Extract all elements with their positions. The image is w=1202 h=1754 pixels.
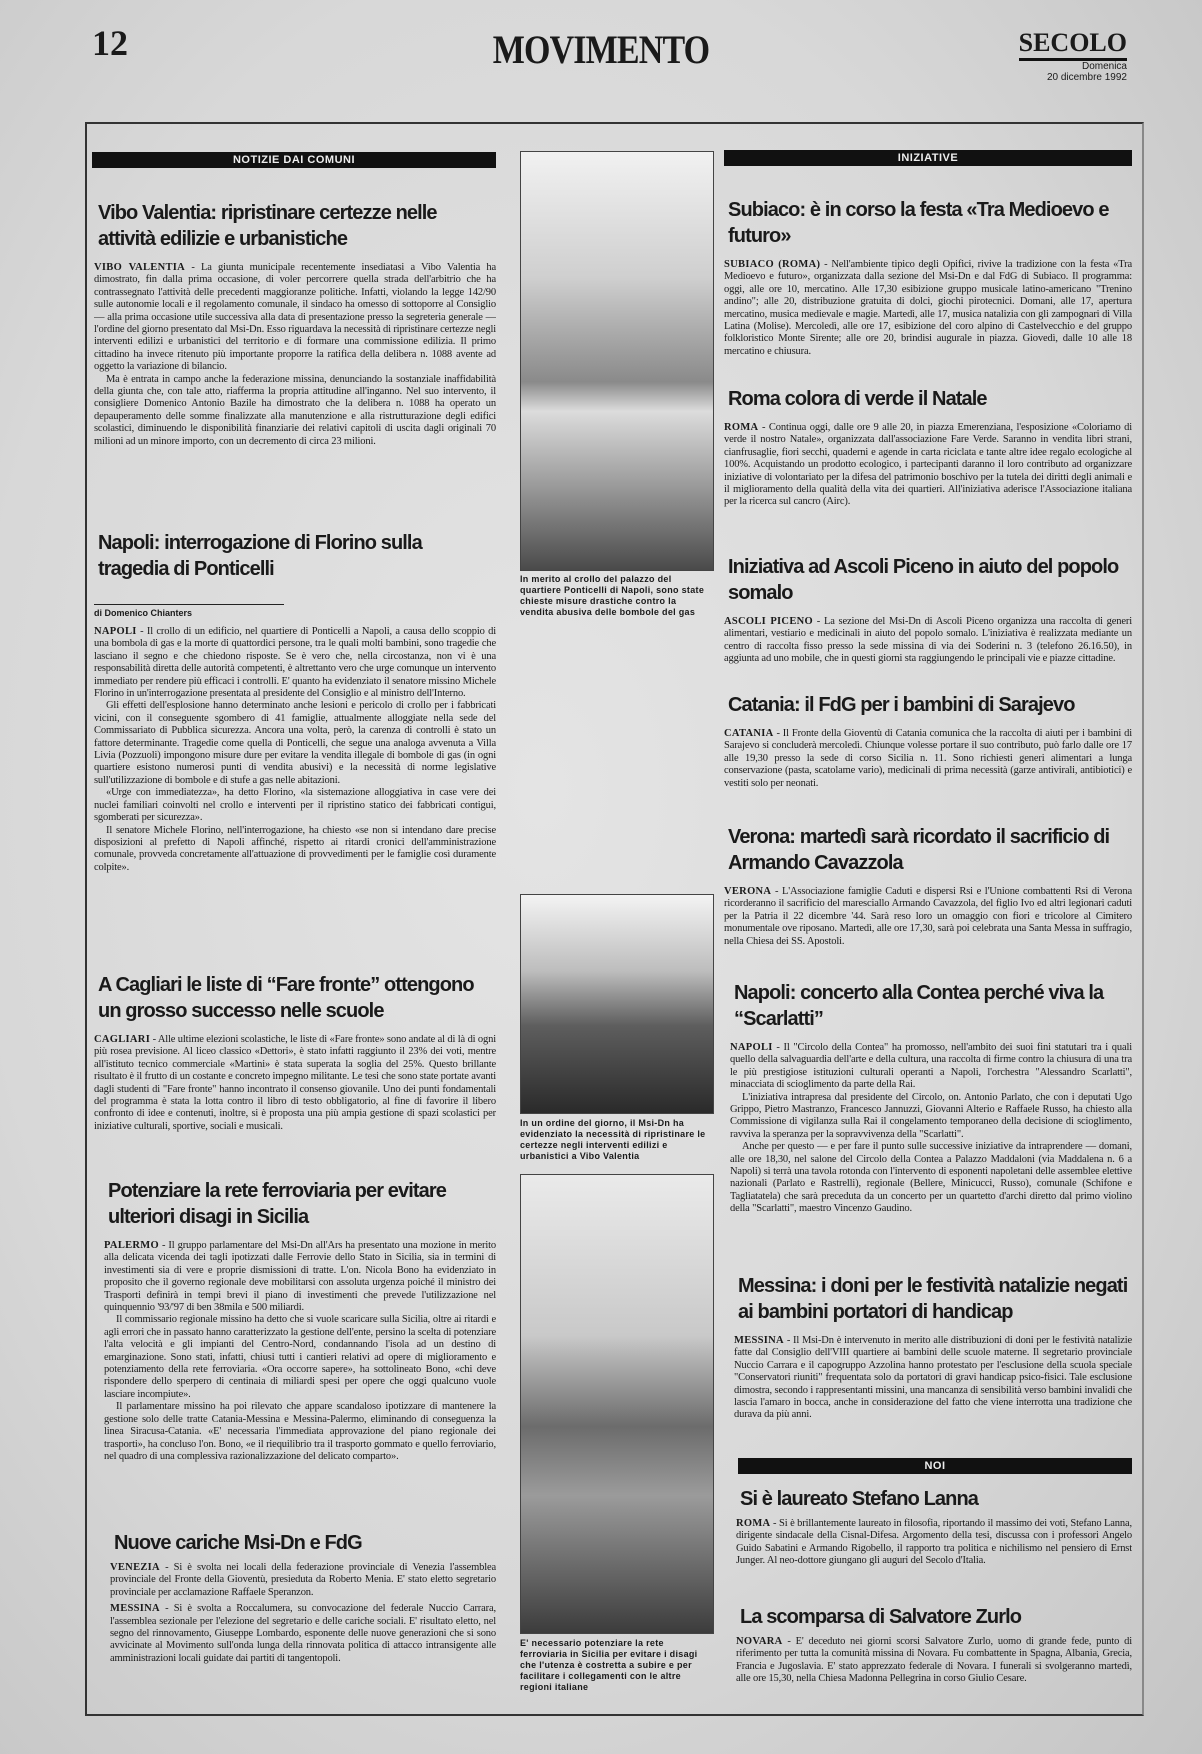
paragraph: - Alle ultime elezioni scolastiche, le liste di «Fare fronte» sono andate al di là di ogni più rosea previsione. Al liceo classico «Dettori», è stato infatti raggiunto il 23% dei voti, mentre all'istituto tecnico commerciale «Martini» è stata superata la soglia del 25%. Questo brillante risultato è il frutto di un costante e concreto impegno militante. Le tesi che sono state portate avanti dagli studenti di "Fare fronte" hanno incontrato il consenso giovanile. Uno dei punti fondamentali del programma è stata la lotta contro il libro di testo obbligatorio, al fine di favorire il libero confronto di idee e contenuti, inoltre, si è proposta una più ampia gestione di spazi scolastici per iniziative culturali, sportive, sociali e musicali.: [94, 1034, 496, 1132]
article-body: [110, 1562, 496, 1665]
paragraph: Il parlamentare missino ha poi rilevato che appare scandaloso ipotizzare di mantenere la gestione solo delle tratte Catania-Messina e Messina-Palermo, eliminando di conseguenza la linea Siracusa-Catania. «E' necessaria l'immediata approvazione del piano regionale dei trasporti», ha concluso l'on. Bono, «e il riequilibrio tra il trasporto gommato e quello ferroviario, nel quadro di una complessiva razionalizzazione del delicato comparto».: [104, 1401, 496, 1462]
paragraph: - L'Associazione famiglie Caduti e dispersi Rsi e l'Unione combattenti Rsi di Verona ricorderanno il sacrificio del maresciallo Armando Cavazzola, del figlio Ivo ed altri legionari caduti per la Patria il 22 dicembre '44. Sarà reso loro un omaggio con fiori e tricolore al Cimitero monumentale ove riposano. Martedì, alle ore 17,30, sarà poi celebrata una Santa Messa in suffragio, nella Chiesa dei SS. Apostoli.: [724, 886, 1132, 947]
paragraph: «Urge con immediatezza», ha detto Florino, «la sistemazione alloggiativa in case vere dei nuclei familiari coinvolti nel crollo e interventi per il ripristino statico dei fabbricati contigui, sgomberati per sicurezza».: [94, 787, 496, 824]
headline: A Cagliari le liste di “Fare fronte” ottengono un grosso successo nelle scuole: [98, 974, 474, 1022]
paragraph: - Il crollo di un edificio, nel quartiere di Ponticelli a Napoli, a causa dello scoppio di una bombola di gas e la morte di quattordici persone, tra le quali molti bambini, sono tragedie che lasciano il segno e che chiedono risposte. Se è vero che, nella circostanza, non vi è una responsabilità diretta delle autorità competenti, è altrettanto vero che urge comunque un intervento immediato per rendere più efficaci i controlli. E' quanto ha evidenziato il senatore missino Michele Florino in un'interrogazione presentata al presidente del Consiglio e al ministro dell'Interno.: [94, 626, 496, 700]
article-body: [94, 626, 496, 874]
headline: Potenziare la rete ferroviaria per evitare ulteriori disagi in Sicilia: [108, 1180, 446, 1228]
paragraph: Il commissario regionale missino ha detto che si vuole scaricare sulla Sicilia, oltre ai ritardi e agli errori che in passato hanno caratterizzato la gestione dell'ente, persino la scelta di potenziare l'alta velocità e gli impianti del Centro-Nord, condannando l'isola ad un destino di emarginazione. Sono stati, infatti, chiusi tutti i cantieri relativi ad opere di miglioramento e potenziamento della rete ferroviaria. «Ora occorre sapere», ha sottolineato Bono, «chi deve rispondere dello sperpero di centinaia di miliardi spesi per opere che oggi qualcuno vuole lasciare incompiute».: [104, 1314, 496, 1400]
dateline: CAGLIARI: [94, 1034, 151, 1045]
section-bar-noi: NOI: [738, 1458, 1132, 1474]
masthead-date: 20 dicembre 1992: [1046, 72, 1127, 83]
article-body: [104, 1240, 496, 1463]
paragraph: - Il gruppo parlamentare del Msi-Dn all'Ars ha presentato una mozione in merito alla delicata vicenda dei tagli ipotizzati dalle Ferrovie dello Stato in Sicilia, sia in termini di investimenti sia di vere e proprie dismissioni di tratte. L'on. Nicola Bono ha evidenziato in proposito che il governo regionale deve mobilitarsi con assoluta urgenza poiché il ministro dei Trasporti definirà in tempi brevi il piano di investimenti che prevede l'utilizzazione nel quinquennio '93/'97 di ben 38mila e 500 miliardi.: [104, 1240, 496, 1314]
article-ascoli: [724, 554, 1132, 684]
dateline: ASCOLI PICENO: [724, 616, 813, 627]
article-body: [724, 259, 1132, 358]
photo-collapsed-building: [520, 151, 714, 571]
dateline: CATANIA: [724, 728, 774, 739]
dateline: VIBO VALENTIA: [94, 262, 186, 273]
masthead-logo: SECOLO: [1019, 28, 1127, 61]
paragraph: Il senatore Michele Florino, nell'interrogazione, ha chiesto «se non si intendano dare precise disposizioni al prefetto di Napoli affinché, rispetto ai ritardi cronici dell'amministrazione comunale, provveda concretamente all'attuazione di provvedimenti per le famiglie così duramente colpite».: [94, 824, 496, 873]
dateline: SUBIACO (ROMA): [724, 259, 821, 270]
dateline: MESSINA: [734, 1335, 784, 1346]
headline: Verona: martedì sarà ricordato il sacrificio di Armando Cavazzola: [728, 826, 1110, 874]
article-body: [724, 886, 1132, 948]
article-body: [736, 1518, 1132, 1568]
paragraph: - Il Msi-Dn è intervenuto in merito alle distribuzioni di doni per le festività natalizie fatte dal Consiglio dell'VIII quartiere ai bambini delle scuole materne. Il segretario provinciale Nuccio Carrara e il capogruppo Azzolina hanno protestato per l'esclusione della scuola speciale "Conservatori riuniti" frequentata solo da portatori di gravi handicap psico-fisici. Tale esclusione dimostra, secondo i rappresentanti missini, una mancanza di sensibilità verso bambini invalidi che lascia l'amaro in bocca, anche in considerazione del fatto che viene interrotta una tradizione che durava da più anni.: [734, 1335, 1132, 1421]
dateline: VENEZIA: [110, 1562, 160, 1573]
article-napoli-contea: [730, 980, 1132, 1266]
article-body: [94, 1034, 496, 1133]
article-cagliari: [94, 972, 496, 1166]
photo-vibo-valentia: [520, 894, 714, 1114]
paragraph: Anche per questo — e per fare il punto sulle successive iniziative da intraprendere — domani, alle ore 18,30, nel salone del Circolo della Contea a Palazzo Maddaloni (via Maddalena n. 6 a Napoli) si terrà una tavola rotonda con l'intervento di esponenti napoletani delle assemblee elettive nazionali (Parlato e Rastrelli), regionale (Bellere, Minicucci, Russo), comunale (Schifone e Tagliatatela) che sarà preceduta da un concerto per un quartetto d'archi diretto dal primo violino della "Scarlatti", maestro Vincenzo Gaudino.: [730, 1141, 1132, 1215]
paragraph: - Il "Circolo della Contea" ha promosso, nell'ambito dei suoi fini statutari tra i quali quello della salvaguardia dell'arte e della cultura, una raccolta di firme contro la chiusura di una tra le più prestigiose istituzioni culturali operanti a Napoli, l'orchestra "Alessandro Scarlatti", minacciata di scioglimento da parte della Rai.: [730, 1042, 1132, 1091]
dateline: MESSINA: [110, 1603, 160, 1615]
paragraph: - La sezione del Msi-Dn di Ascoli Piceno organizza una raccolta di generi alimentari, vestiario e medicinali in aiuto del popolo somalo. L'iniziativa è realizzata mediante un centro di raccolta fisso presso la sede missina di via dei Soderini n. 3 (telefono 26.16.50), in aggiunta ad uno mobile, che in questi giorni sta raggiungendo le principali vie e piazze cittadine.: [724, 616, 1132, 665]
article-vibo: [94, 200, 496, 512]
paragraph: - E' deceduto nei giorni scorsi Salvatore Zurlo, uomo di grande fede, punto di riferimento per tutta la comunità missina di Novara. Fu combattente in Spagna, Albania, Grecia, Francia e Jugoslavia. E' stato apprezzato federale di Novara. I funerali si svolgeranno martedì, alle ore 15,30, nella Chiesa Madonna Pellegrina in corso Giulio Cesare.: [736, 1636, 1132, 1685]
article-subiaco: [724, 197, 1132, 377]
dateline: ROMA: [724, 422, 759, 433]
headline: Vibo Valentia: ripristinare certezze nelle attività edilizie e urbanistiche: [98, 202, 437, 250]
article-body: [724, 616, 1132, 666]
article-messina-doni: [734, 1273, 1132, 1445]
headline: Subiaco: è in corso la festa «Tra Medioevo e futuro»: [728, 199, 1109, 247]
paragraph: - Si è svolta a Roccalumera, su convocazione del federale Nuccio Carrara, l'assemblea sezionale per l'elezione del segretario e delle cariche sociali. E' risultato eletto, nel segno del rinnovamento, Giuseppe Lombardo, esponente delle nuove generazioni che si sono avvicinate al Movimento sull'onda lunga della rinnovata politica di attacco intransigente alle amministrazioni locali guidate dai partiti di tangentopoli.: [110, 1603, 496, 1664]
article-body: [724, 728, 1132, 790]
paragraph: - Il Fronte della Gioventù di Catania comunica che la raccolta di aiuti per i bambini di Sarajevo si concluderà mercoledì. Chiunque volesse portare il suo contributo, può farlo dalle ore 17 alle 19,30 presso la sede di corso Sicilia n. 11. Sono richiesti generi alimentari a lunga conservazione (pasta, scatolame vario), medicinali di prima necessità (garze antivirali, antibiotici) e vestiti solo per neonati.: [724, 728, 1132, 789]
article-nuove-cariche: [110, 1530, 496, 1692]
dateline: ROMA: [736, 1518, 771, 1529]
headline: Napoli: interrogazione di Florino sulla tragedia di Ponticelli: [98, 532, 422, 580]
headline: Iniziativa ad Ascoli Piceno in aiuto del popolo somalo: [728, 556, 1119, 604]
section-bar-iniziative: INIZIATIVE: [724, 150, 1132, 166]
dateline: NAPOLI: [730, 1042, 773, 1053]
dateline: NOVARA: [736, 1636, 783, 1647]
dateline: PALERMO: [104, 1240, 159, 1251]
headline: Si è laureato Stefano Lanna: [740, 1488, 978, 1510]
article-body: [734, 1335, 1132, 1422]
headline: Roma colora di verde il Natale: [728, 388, 987, 410]
section-title: MOVIMENTO: [492, 27, 710, 72]
paragraph: - La giunta municipale recentemente insediatasi a Vibo Valentia ha dimostrato, fin dalla prima occasione, di voler percorrere quella strada dell'arbitrio che ha contrassegnato l'attività delle precedenti maggioranze politiche. Infatti, violando la legge 142/90 sulle autonomie locali e il regolamento comunale, il sindaco ha omesso di sottoporre al Consiglio — alla prima occasione utile successiva alla data di presentazione presso la segreteria generale — l'ordine del giorno presentato dal Msi-Dn. Esso riguardava la necessità di ripristinare certezze negli interventi edilizi e urbanistici del territorio e di formare una commissione edilizia. Il primo cittadino ha invece ritenuto più importante proporre la ratifica della delibera n. 1088 avente ad oggetto la variazione di bilancio.: [94, 262, 496, 373]
dateline: NAPOLI: [94, 626, 137, 637]
article-verona: [724, 824, 1132, 970]
headline: Nuove cariche Msi-Dn e FdG: [114, 1532, 362, 1554]
headline: La scomparsa di Salvatore Zurlo: [740, 1606, 1022, 1628]
article-body: [94, 262, 496, 448]
headline: Messina: i doni per le festività natalizie negati ai bambini portatori di handicap: [738, 1275, 1128, 1323]
article-lanna: [736, 1486, 1132, 1592]
photo-caption: E' necessario potenziare la rete ferroviaria in Sicilia per evitare i disagi che l'utenza è costretta a subire e per facilitare i collegamenti con le altre regioni italiane: [520, 1638, 698, 1692]
headline: Catania: il FdG per i bambini di Sarajevo: [728, 694, 1075, 716]
photo-caption: In merito al crollo del palazzo del quartiere Ponticelli di Napoli, sono state chieste misure drastiche contro la vendita abusiva delle bombole del gas: [520, 574, 705, 617]
paragraph: Gli effetti dell'esplosione hanno determinato anche lesioni e pericolo di crollo per i fabbricati vicini, con il conseguente sgombero di 41 famiglie, attualmente alloggiate nella sede del Commissariato di Pubblica sicurezza. Ancora una volta, però, la carenza di controlli è stato un fattore determinante. Tragedie come quella di Ponticelli, che segue una analoga avvenuta a Villa Livia (Pozzuoli) impongono misure dure per evitare la vendita illegale di bombole di gas (in ogni quartiere esistono numerosi punti di vendita abusivi) e la necessità di norme legislative sull'utilizzazione di bombole e di stufe a gas nelle abitazioni.: [94, 700, 496, 786]
paragraph: L'iniziativa intrapresa dal presidente del Circolo, on. Antonio Parlato, che con i deputati Ugo Grippo, Pietro Mastranzo, Francesco Jannuzzi, Giovanni Alterio e Raffaele Russo, ha chiesto alla Commissione di vigilanza sulla Rai il congelamento temporaneo della decisione di scioglimento, ravviva la speranza per la sopravvivenza della "Scarlatti".: [730, 1091, 1132, 1140]
article-ferrovie-sicilia: [104, 1178, 496, 1524]
paragraph: - Continua oggi, dalle ore 9 alle 20, in piazza Emerenziana, l'esposizione «Coloriamo di verde il nostro Natale», organizzata dall'associazione Fare Verde. Saranno in vendita libri strani, cianfrusaglie, fiori secchi, quaderni e agende in carta riciclata e tante altre idee regalo ecologiche al 100%. Acquistando un prodotto ecologico, i partecipanti daranno il loro contributo ad organizzare iniziative di volontariato per la difesa del patrimonio boschivo per la tutela dei diritti degli animali e il miglioramento della qualità della vita dei quartieri. All'iniziativa aderisce l'Associazione italiana per la ricerca sul cancro (Airc).: [724, 422, 1132, 508]
article-roma-verde: [724, 386, 1132, 528]
article-napoli-florino: [94, 530, 496, 966]
masthead: [1019, 28, 1127, 83]
section-bar-notizie: NOTIZIE DAI COMUNI: [92, 152, 496, 168]
page-number: 12: [92, 23, 128, 63]
paragraph: Ma è entrata in campo anche la federazione missina, denunciando la sostanziale inaffidabilità della giunta che, con tale atto, riafferma la propria attitudine all'inganno. Nel suo intervento, il consigliere Domenico Antonio Bazile ha dimostrato che la delibera n. 1088 ha operato un depauperamento delle somme finalizzate alla manutenzione e alla ristrutturazione degli edifici scolastici, diminuendo le disponibilità finanziarie dei relativi capitoli di uscita dagli originali 70 milioni ad un minore importo, con un decremento di circa 23 milioni.: [94, 373, 496, 447]
article-zurlo: [736, 1604, 1132, 1708]
article-body: [736, 1636, 1132, 1686]
paragraph: - Si è svolta nei locali della federazione provinciale di Venezia l'assemblea provinciale del Fronte della Gioventù, presieduta da Roberto Menia. E' stato eletto segretario provinciale per acclamazione Raffaele Speranzon.: [110, 1562, 496, 1598]
paragraph: - Si è brillantemente laureato in filosofia, riportando il massimo dei voti, Stefano Lanna, dirigente sindacale della Cisnal-Difesa. Argomento della tesi, discussa con i professori Angelo Guido Sabatini e Armando Rigobello, il rapporto tra politica e nichilismo nel pensiero di Ernst Junger. Al neo-dottore giungano gli auguri del Secolo d'Italia.: [736, 1518, 1132, 1567]
dateline: VERONA: [724, 886, 772, 897]
byline: di Domenico Chianters: [94, 604, 284, 618]
article-body: [724, 422, 1132, 509]
headline: Napoli: concerto alla Contea perché viva la “Scarlatti”: [734, 982, 1104, 1030]
article-catania: [724, 692, 1132, 814]
masthead-day: Domenica: [1081, 61, 1127, 72]
photo-railway: [520, 1174, 714, 1634]
paragraph: - Nell'ambiente tipico degli Opifici, rivive la tradizione con la festa «Tra Medioevo e futuro», organizzata dalla sezione del Msi-Dn e dal FdG di Subiaco. Il programma: oggi, alle ore 10, mercatino. Alle 17,30 esibizione gruppo musicale latino-americano "Trenino andino"; alle 20, distribuzione gratuita di dolci, giochi pirotecnici. Domani, alle 17, apertura mercatino, musica medievale e magie. Martedì, alle 17, musica natalizia con gli zampognari di Villa Latina (Molise). Mercoledì, alle ore 17, esibizione del coro alpino di Castelvecchio e del gruppo folkloristico Monte Sirente; alle ore 20, brindisi augurale in piazza. Giovedì, dalle 10 alle 18 mercatino e chiusura.: [724, 259, 1132, 357]
article-body: [730, 1042, 1132, 1216]
photo-caption: In un ordine del giorno, il Msi-Dn ha evidenziato la necessità di ripristinare le certezze negli interventi edilizi e urbanistici a Vibo Valentia: [520, 1118, 706, 1161]
